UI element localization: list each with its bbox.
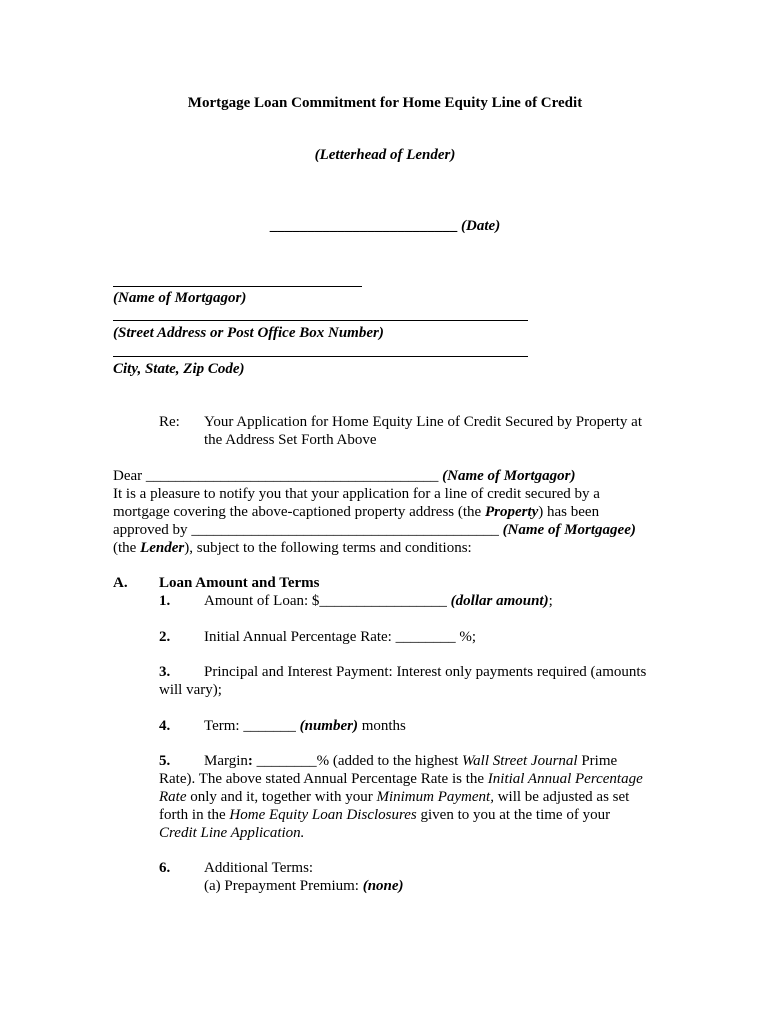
item-6-number: 6.	[159, 860, 171, 876]
item-5-line-3: Rate only and it, together with your Minimum Payment, will be adjusted as set	[159, 789, 630, 805]
date-line	[0, 217, 770, 235]
street-address-blank[interactable]	[113, 320, 528, 321]
body-line-3: approved by _________________________________________ (Name of Mortgagee)	[113, 522, 636, 538]
body-line-2: mortgage covering the above-captioned property address (the Property) has been	[113, 504, 600, 520]
salutation-blank[interactable]: _______________________________________	[145, 468, 439, 484]
loan-amount-blank[interactable]: _________________	[319, 593, 447, 609]
street-address-label: (Street Address or Post Office Box Number)	[113, 325, 384, 341]
section-a-heading: Loan Amount and Terms	[159, 575, 320, 591]
item-1-text: Amount of Loan: $_________________ (dollar amount);	[204, 593, 553, 609]
mortgagor-name-blank[interactable]	[113, 286, 362, 287]
item-1-number: 1.	[159, 593, 171, 609]
item-5-line-2: Rate). The above stated Annual Percentage Rate is the Initial Annual Percentage	[159, 771, 643, 787]
re-line-1: Your Application for Home Equity Line of Credit Secured by Property at	[204, 414, 642, 430]
re-line-2: the Address Set Forth Above	[204, 432, 377, 448]
mortgagee-blank[interactable]: _________________________________________	[191, 522, 499, 538]
lender-term: Lender	[140, 540, 185, 556]
salutation	[113, 467, 575, 485]
mortgagor-name-label: (Name of Mortgagor)	[113, 290, 247, 306]
item-5-line-5: Credit Line Application.	[159, 825, 305, 841]
property-term: Property	[484, 504, 539, 520]
dear-word: Dear	[113, 468, 143, 484]
body-line-1: It is a pleasure to notify you that your application for a line of credit secured by a	[113, 486, 600, 502]
item-6-text: Additional Terms:	[204, 860, 314, 876]
item-2-number: 2.	[159, 629, 171, 645]
item-5-number: 5.	[159, 753, 171, 769]
item-2-text: Initial Annual Percentage Rate: ________ %;	[204, 629, 477, 645]
prepayment-value: (none)	[362, 878, 404, 894]
letterhead-placeholder: (Letterhead of Lender)	[314, 147, 456, 163]
number-label: (number)	[299, 718, 358, 734]
section-a-letter: A.	[113, 575, 128, 591]
document-title: Mortgage Loan Commitment for Home Equity Line of Credit	[187, 95, 583, 111]
city-state-zip-blank[interactable]	[113, 356, 528, 357]
item-3-line-2: will vary);	[159, 682, 222, 698]
item-3-line-1: Principal and Interest Payment: Interest only payments required (amounts	[204, 664, 647, 680]
date-blank[interactable]: _________________________	[269, 218, 458, 234]
date-label: (Date)	[461, 218, 501, 234]
item-4-number: 4.	[159, 718, 171, 734]
body-line-4: (the Lender), subject to the following terms and conditions:	[113, 540, 472, 556]
item-3-number: 3.	[159, 664, 171, 680]
salutation-label: (Name of Mortgagor)	[442, 468, 576, 484]
city-state-zip-label: City, State, Zip Code)	[113, 361, 245, 377]
dollar-amount-label: (dollar amount)	[450, 593, 549, 609]
item-5-line-4: forth in the Home Equity Loan Disclosures given to you at the time of your	[159, 807, 611, 823]
re-label: Re:	[159, 414, 180, 430]
item-5-line-1: Margin: ________% (added to the highest Wall Street Journal Prime	[204, 753, 618, 769]
mortgagee-label: (Name of Mortgagee)	[502, 522, 636, 538]
item-4-text: Term: _______ (number) months	[204, 718, 406, 734]
item-6-sub-a: (a) Prepayment Premium: (none)	[204, 878, 404, 894]
